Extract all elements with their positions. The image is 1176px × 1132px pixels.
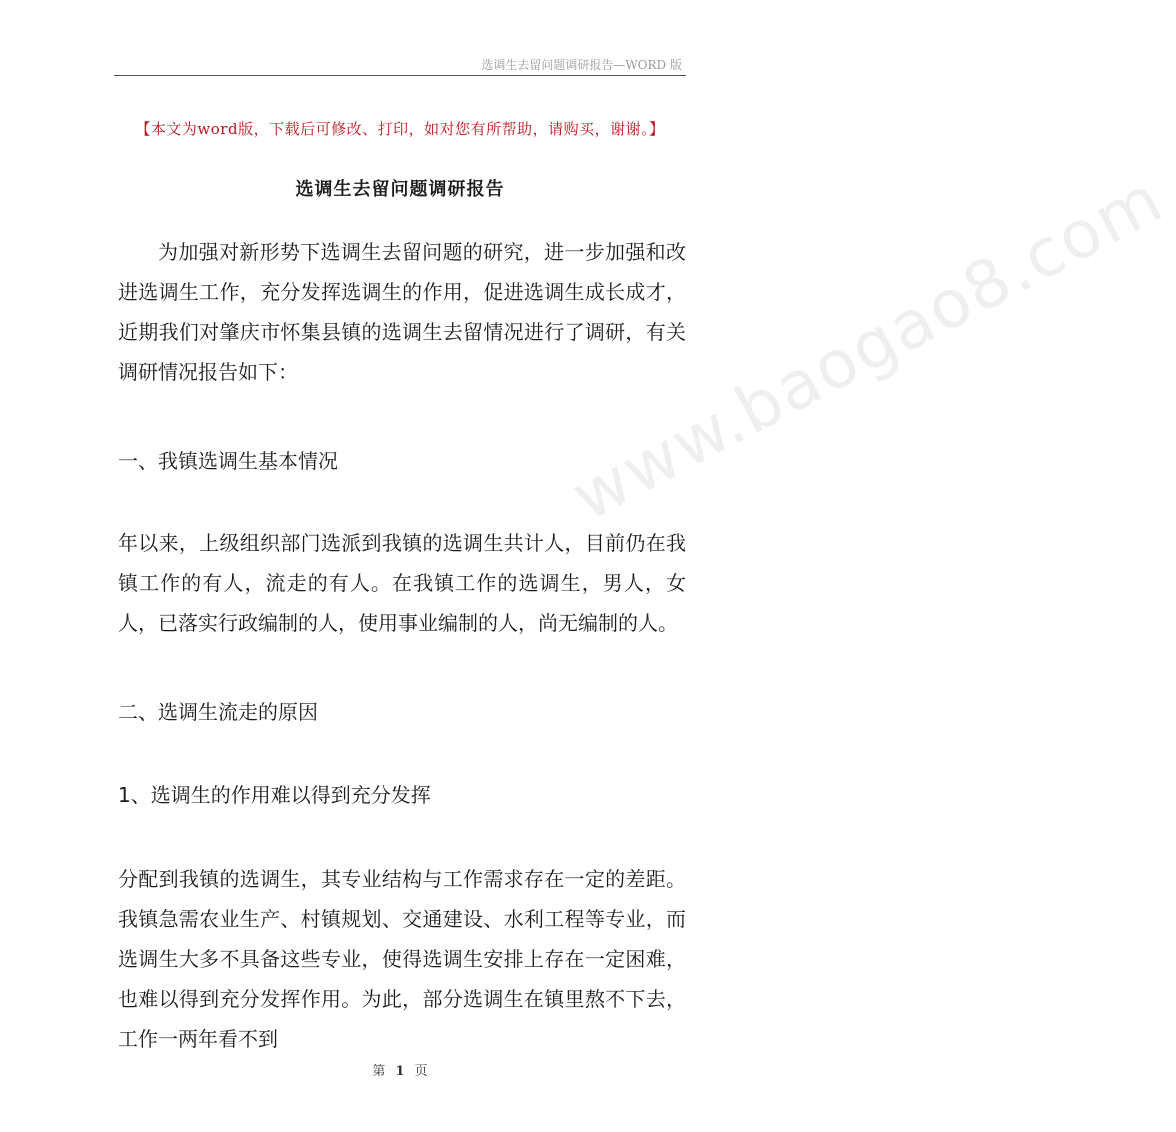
page-number-prefix: 第 [372, 1064, 386, 1079]
subsection-1-body: 分配到我镇的选调生，其专业结构与工作需求存在一定的差距。我镇急需农业生产、村镇规划、交通建设、水利工程等专业，而选调生大多不具备这些专业，使得选调生安排上存在一定困难，也难以得到充分发挥作用。为此，部分选调生在镇里熬不下去，工作一两年看不到 [118, 867, 686, 1051]
purchase-notice: 【本文为word版，下载后可修改、打印，如对您有所帮助，请购买，谢谢。】 [135, 120, 665, 138]
document-title: 选调生去留问题调研报告 [295, 179, 505, 200]
header-divider [114, 75, 686, 76]
page-number: 1 [395, 1064, 405, 1079]
subsection-heading-1: 1、选调生的作用难以得到充分发挥 [118, 783, 431, 807]
section-heading-1: 一、我镇选调生基本情况 [118, 449, 338, 473]
running-header: 选调生去留问题调研报告—WORD 版 [481, 58, 682, 72]
page-footer [0, 1060, 800, 1079]
site-watermark: www.baogao8.com [560, 159, 1176, 536]
intro-paragraph: 为加强对新形势下选调生去留问题的研究，进一步加强和改进选调生工作，充分发挥选调生的作用，促进选调生成长成才，近期我们对肇庆市怀集县镇的选调生去留情况进行了调研，有关调研情况报告如下： [118, 240, 686, 384]
section-heading-2: 二、选调生流走的原因 [118, 700, 318, 724]
section-1-body: 年以来，上级组织部门选派到我镇的选调生共计人，目前仍在我镇工作的有人，流走的有人。在我镇工作的选调生，男人，女人，已落实行政编制的人，使用事业编制的人，尚无编制的人。 [118, 531, 686, 635]
page-number-suffix: 页 [414, 1064, 428, 1079]
